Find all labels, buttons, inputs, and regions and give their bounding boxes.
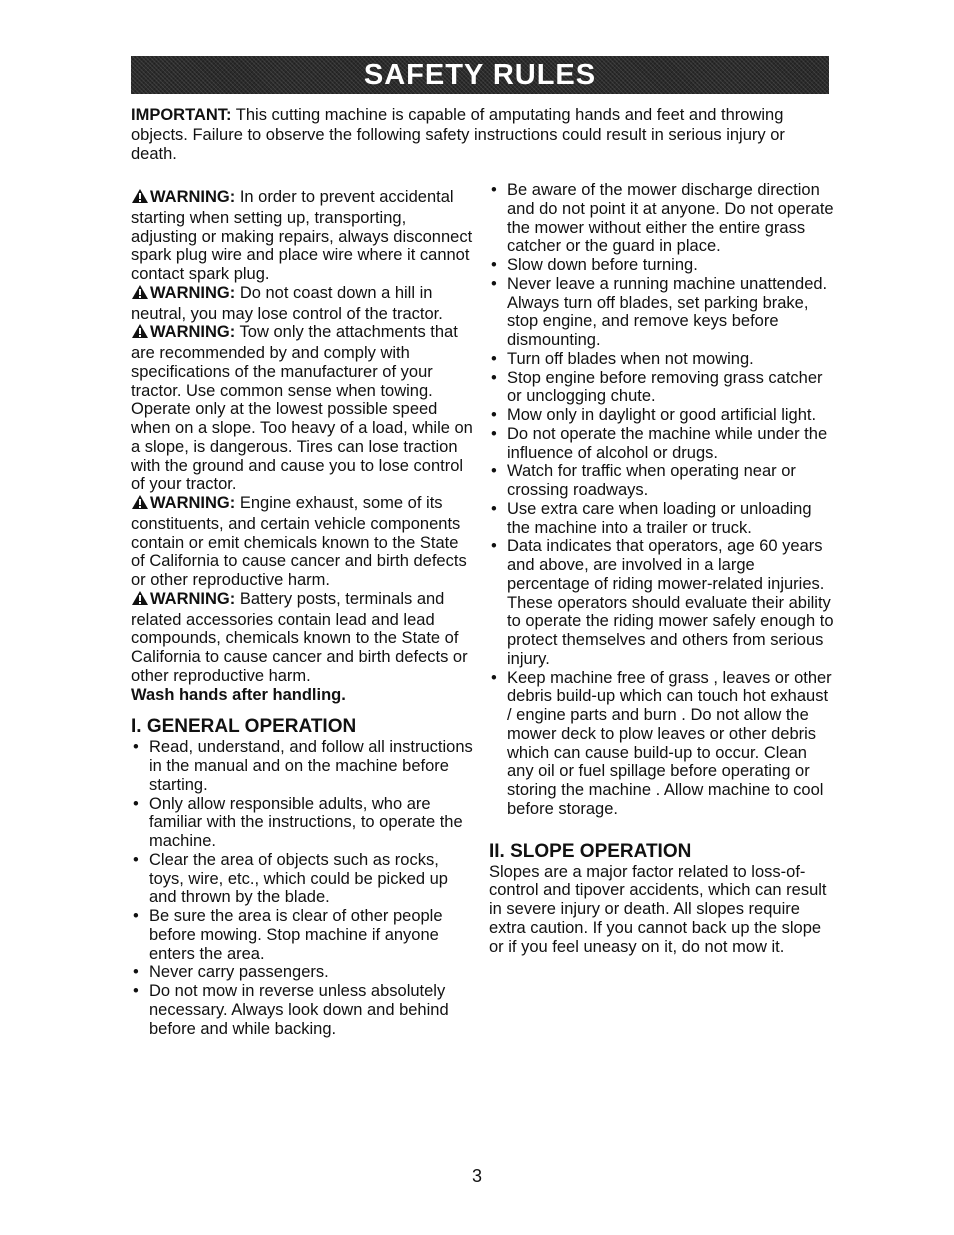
left-column: [131, 188, 473, 1038]
bullet: •: [491, 181, 497, 199]
page-title: SAFETY RULES: [363, 58, 597, 91]
list-item: • Be sure the area is clear of other people before mowing. Stop machine if anyone enters the area.: [133, 907, 443, 963]
right-column: [489, 181, 834, 956]
important-text: This cutting machine is capable of amputating hands and feet and throwing objects. Failure to observe the following safety instructions could result in serious injury or death.: [131, 106, 785, 164]
safety-rules-banner: [131, 56, 829, 94]
bullet: •: [133, 738, 139, 757]
list-item: • Do not operate the machine while under the influence of alcohol or drugs.: [491, 424, 828, 462]
warning-triangle-icon: [131, 188, 149, 209]
wash-hands-note: Wash hands after handling.: [131, 685, 346, 704]
list-item: • Never carry passengers.: [133, 963, 329, 982]
warning-text: In order to prevent accidental starting when setting up, transporting, adjusting or making repairs, always disconnect spark plug wire and place wire where it cannot contact spark plug.: [131, 188, 473, 283]
bullet: •: [491, 368, 497, 387]
warning-triangle-icon: [131, 494, 149, 515]
bullet: •: [133, 794, 139, 813]
bullet: •: [491, 406, 497, 424]
warning-triangle-icon: [131, 590, 149, 611]
warning-triangle-icon: [131, 284, 149, 305]
bullet: •: [491, 349, 497, 368]
bullet: •: [133, 982, 139, 1000]
warning-label: WARNING:: [150, 494, 236, 512]
warning-text: Engine exhaust, some of its constituents, and certain vehicle components contain or emit chemicals known to the State of California to cause cancer and birth defects or other reproductive harm.: [131, 494, 467, 589]
general-operation-heading: I. GENERAL OPERATION: [131, 716, 357, 738]
list-item: • Mow only in daylight or good artificial light.: [491, 406, 817, 424]
bullet: •: [133, 963, 139, 982]
important-notice: [131, 106, 831, 165]
warning-block: [131, 188, 473, 284]
slope-operation-heading: II. SLOPE OPERATION: [489, 840, 692, 862]
warning-block: [131, 284, 473, 324]
list-item: • Watch for traffic when operating near or crossing roadways.: [491, 462, 796, 499]
list-item: • Never leave a running machine unattended. Always turn off blades, set parking brake, stop engine, and remove keys before dismounting.: [491, 274, 828, 349]
list-item: • Turn off blades when not mowing.: [491, 349, 754, 368]
list-item: • Data indicates that operators, age 60 years and above, are involved in a large percentage of riding mower-related injuries. These operators should evaluate their ability to operate the riding mower safely enough to protect themselves and others from serious injury.: [491, 537, 834, 668]
warning-text: Do not coast down a hill in neutral, you may lose control of the tractor.: [131, 283, 443, 323]
warning-text: Tow only the attachments that are recommended by and comply with specifications of the manufacturer of your tractor. Use common sense when towing. Operate only at the lowest possible speed when on a slope. Too heavy of a load, while on a slope, is dangerous. Tires can lose traction with the ground and cause you to lose control of your tractor.: [131, 323, 473, 494]
bullet: •: [491, 499, 497, 518]
warning-text: Battery posts, terminals and related accessories contain lead and lead compounds, chemicals known to the State of California to cause cancer and birth defects or other reproductive harm.: [131, 589, 468, 685]
bullet: •: [491, 274, 497, 293]
list-item: • Keep machine free of grass , leaves or other debris build-up which can touch hot exhaust / engine parts and burn . Do not allow the mower deck to plow leaves or other debris which can cause build-up to occur. Clean any oil or fuel spillage before operating or storing the machine . Allow machine to cool before storage.: [491, 668, 832, 818]
warning-label: WARNING:: [150, 283, 236, 302]
bullet: •: [133, 907, 139, 925]
list-item: • Only allow responsible adults, who are familiar with the instructions, to operate the machine.: [133, 794, 463, 850]
slope-operation-text: Slopes are a major factor related to loss-of-control and tipover accidents, which can result in severe injury or death. All slopes require extra caution. If you cannot back up the slope or if you feel uneasy on it, do not mow it.: [489, 862, 827, 956]
bullet: •: [491, 537, 497, 556]
bullet: •: [133, 850, 139, 869]
list-item: • Read, understand, and follow all instructions in the manual and on the machine before starting.: [133, 738, 473, 794]
important-label: IMPORTANT:: [131, 106, 232, 124]
page-number: 3: [471, 1166, 482, 1186]
bullet: •: [491, 668, 497, 687]
general-operation-list-continued: [489, 181, 834, 819]
general-operation-list: [131, 738, 473, 1038]
warning-label: WARNING:: [150, 589, 236, 608]
list-item: • Do not mow in reverse unless absolutely necessary. Always look down and behind before and while backing.: [133, 982, 449, 1038]
list-item: • Use extra care when loading or unloading the machine into a trailer or truck.: [491, 499, 812, 537]
list-item: • Slow down before turning.: [491, 256, 698, 274]
warning-block: [131, 494, 473, 590]
warning-label: WARNING:: [150, 188, 236, 206]
list-item: • Clear the area of objects such as rocks, toys, wire, etc., which could be picked up and thrown by the blade.: [133, 850, 448, 907]
warning-triangle-icon: [131, 323, 149, 344]
warning-block: [131, 590, 473, 686]
bullet: •: [491, 424, 497, 443]
list-item: • Stop engine before removing grass catcher or unclogging chute.: [491, 368, 823, 406]
warning-label: WARNING:: [150, 323, 236, 342]
bullet: •: [491, 462, 497, 481]
bullet: •: [491, 256, 497, 274]
list-item: • Be aware of the mower discharge direction and do not point it at anyone. Do not operate the mower without either the entire grass catcher or the guard in place.: [491, 181, 834, 256]
warning-block: [131, 323, 473, 494]
